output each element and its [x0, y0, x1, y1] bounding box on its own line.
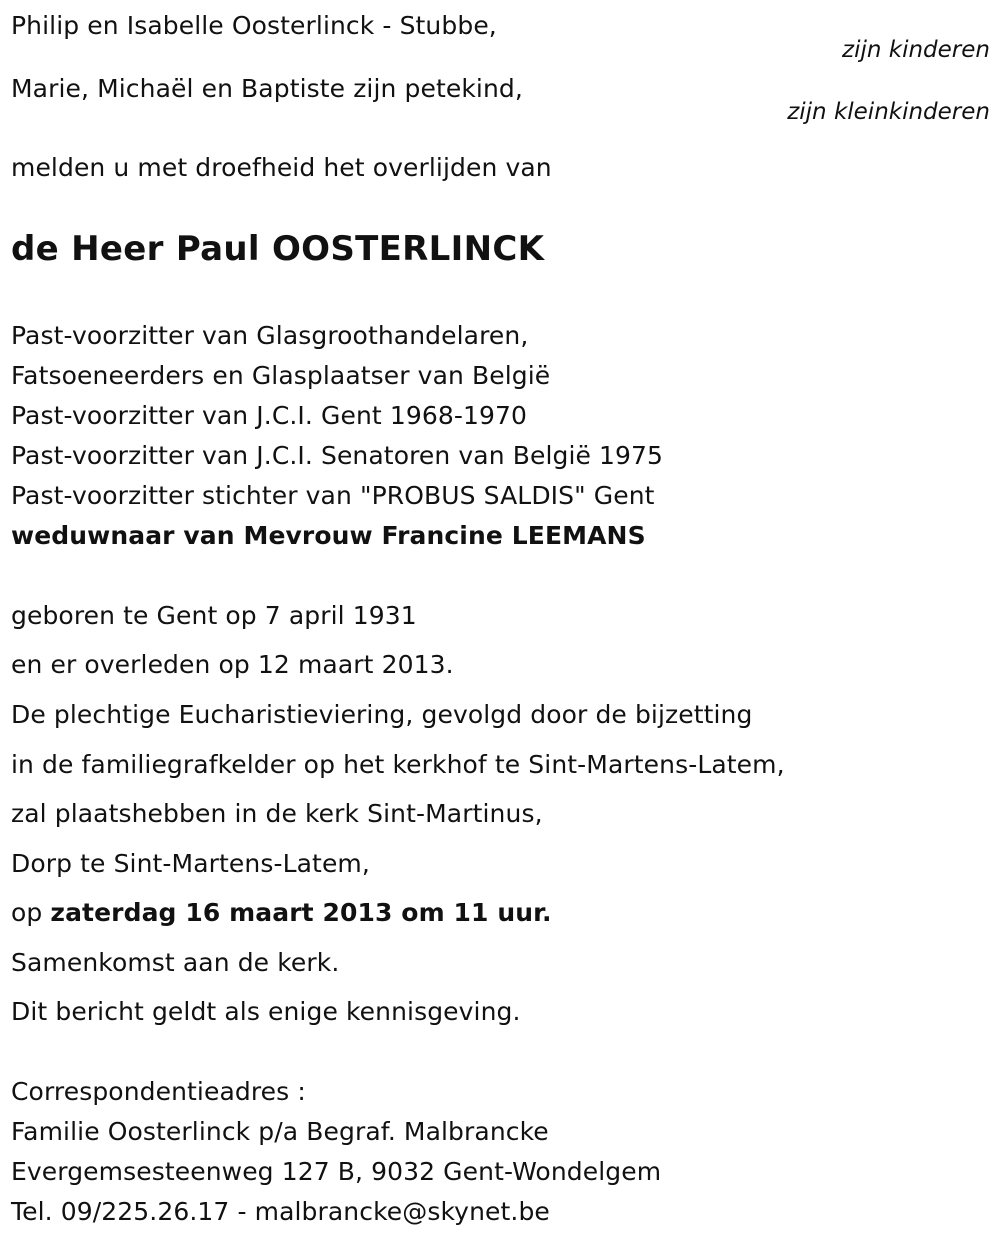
title-line-1: Past-voorzitter van Glasgroothandelaren,	[11, 321, 529, 350]
ceremony-date-line	[11, 898, 552, 928]
announcement-text: melden u met droefheid het overlijden van	[11, 153, 552, 182]
ceremony-date: zaterdag 16 maart 2013 om 11 uur.	[50, 898, 552, 927]
correspondence-contact: Tel. 09/225.26.17 - malbrancke@skynet.be	[11, 1197, 550, 1226]
family-children-names: Philip en Isabelle Oosterlinck - Stubbe,	[11, 11, 497, 40]
notice-line: Dit bericht geldt als enige kennisgeving.	[11, 997, 521, 1026]
ceremony-line-2: in de familiegrafkelder op het kerkhof te Sint-Martens-Latem,	[11, 750, 785, 779]
correspondence-name: Familie Oosterlinck p/a Begraf. Malbrancke	[11, 1117, 549, 1146]
gathering-line: Samenkomst aan de kerk.	[11, 948, 340, 977]
ceremony-date-prefix: op	[11, 898, 51, 927]
deceased-name: de Heer Paul OOSTERLINCK	[11, 229, 545, 269]
family-grandchildren-role: zijn kleinkinderen	[787, 99, 990, 125]
born-line: geboren te Gent op 7 april 1931	[11, 601, 417, 630]
ceremony-line-1: De plechtige Eucharistieviering, gevolgd door de bijzetting	[11, 700, 753, 729]
title-line-3: Past-voorzitter van J.C.I. Gent 1968-1970	[11, 401, 528, 430]
title-line-5: Past-voorzitter stichter van "PROBUS SALDIS" Gent	[11, 481, 655, 510]
title-line-4: Past-voorzitter van J.C.I. Senatoren van België 1975	[11, 441, 664, 470]
family-grandchildren-names: Marie, Michaël en Baptiste zijn petekind,	[11, 74, 523, 103]
died-line: en er overleden op 12 maart 2013.	[11, 650, 454, 679]
family-children-role: zijn kinderen	[842, 37, 990, 63]
correspondence-address: Evergemsesteenweg 127 B, 9032 Gent-Wondelgem	[11, 1157, 662, 1186]
correspondence-label: Correspondentieadres :	[11, 1077, 306, 1106]
title-line-2: Fatsoeneerders en Glasplaatser van België	[11, 361, 551, 390]
ceremony-line-4: Dorp te Sint-Martens-Latem,	[11, 849, 370, 878]
ceremony-line-3: zal plaatshebben in de kerk Sint-Martinus,	[11, 799, 543, 828]
widower-line: weduwnaar van Mevrouw Francine LEEMANS	[11, 521, 646, 550]
